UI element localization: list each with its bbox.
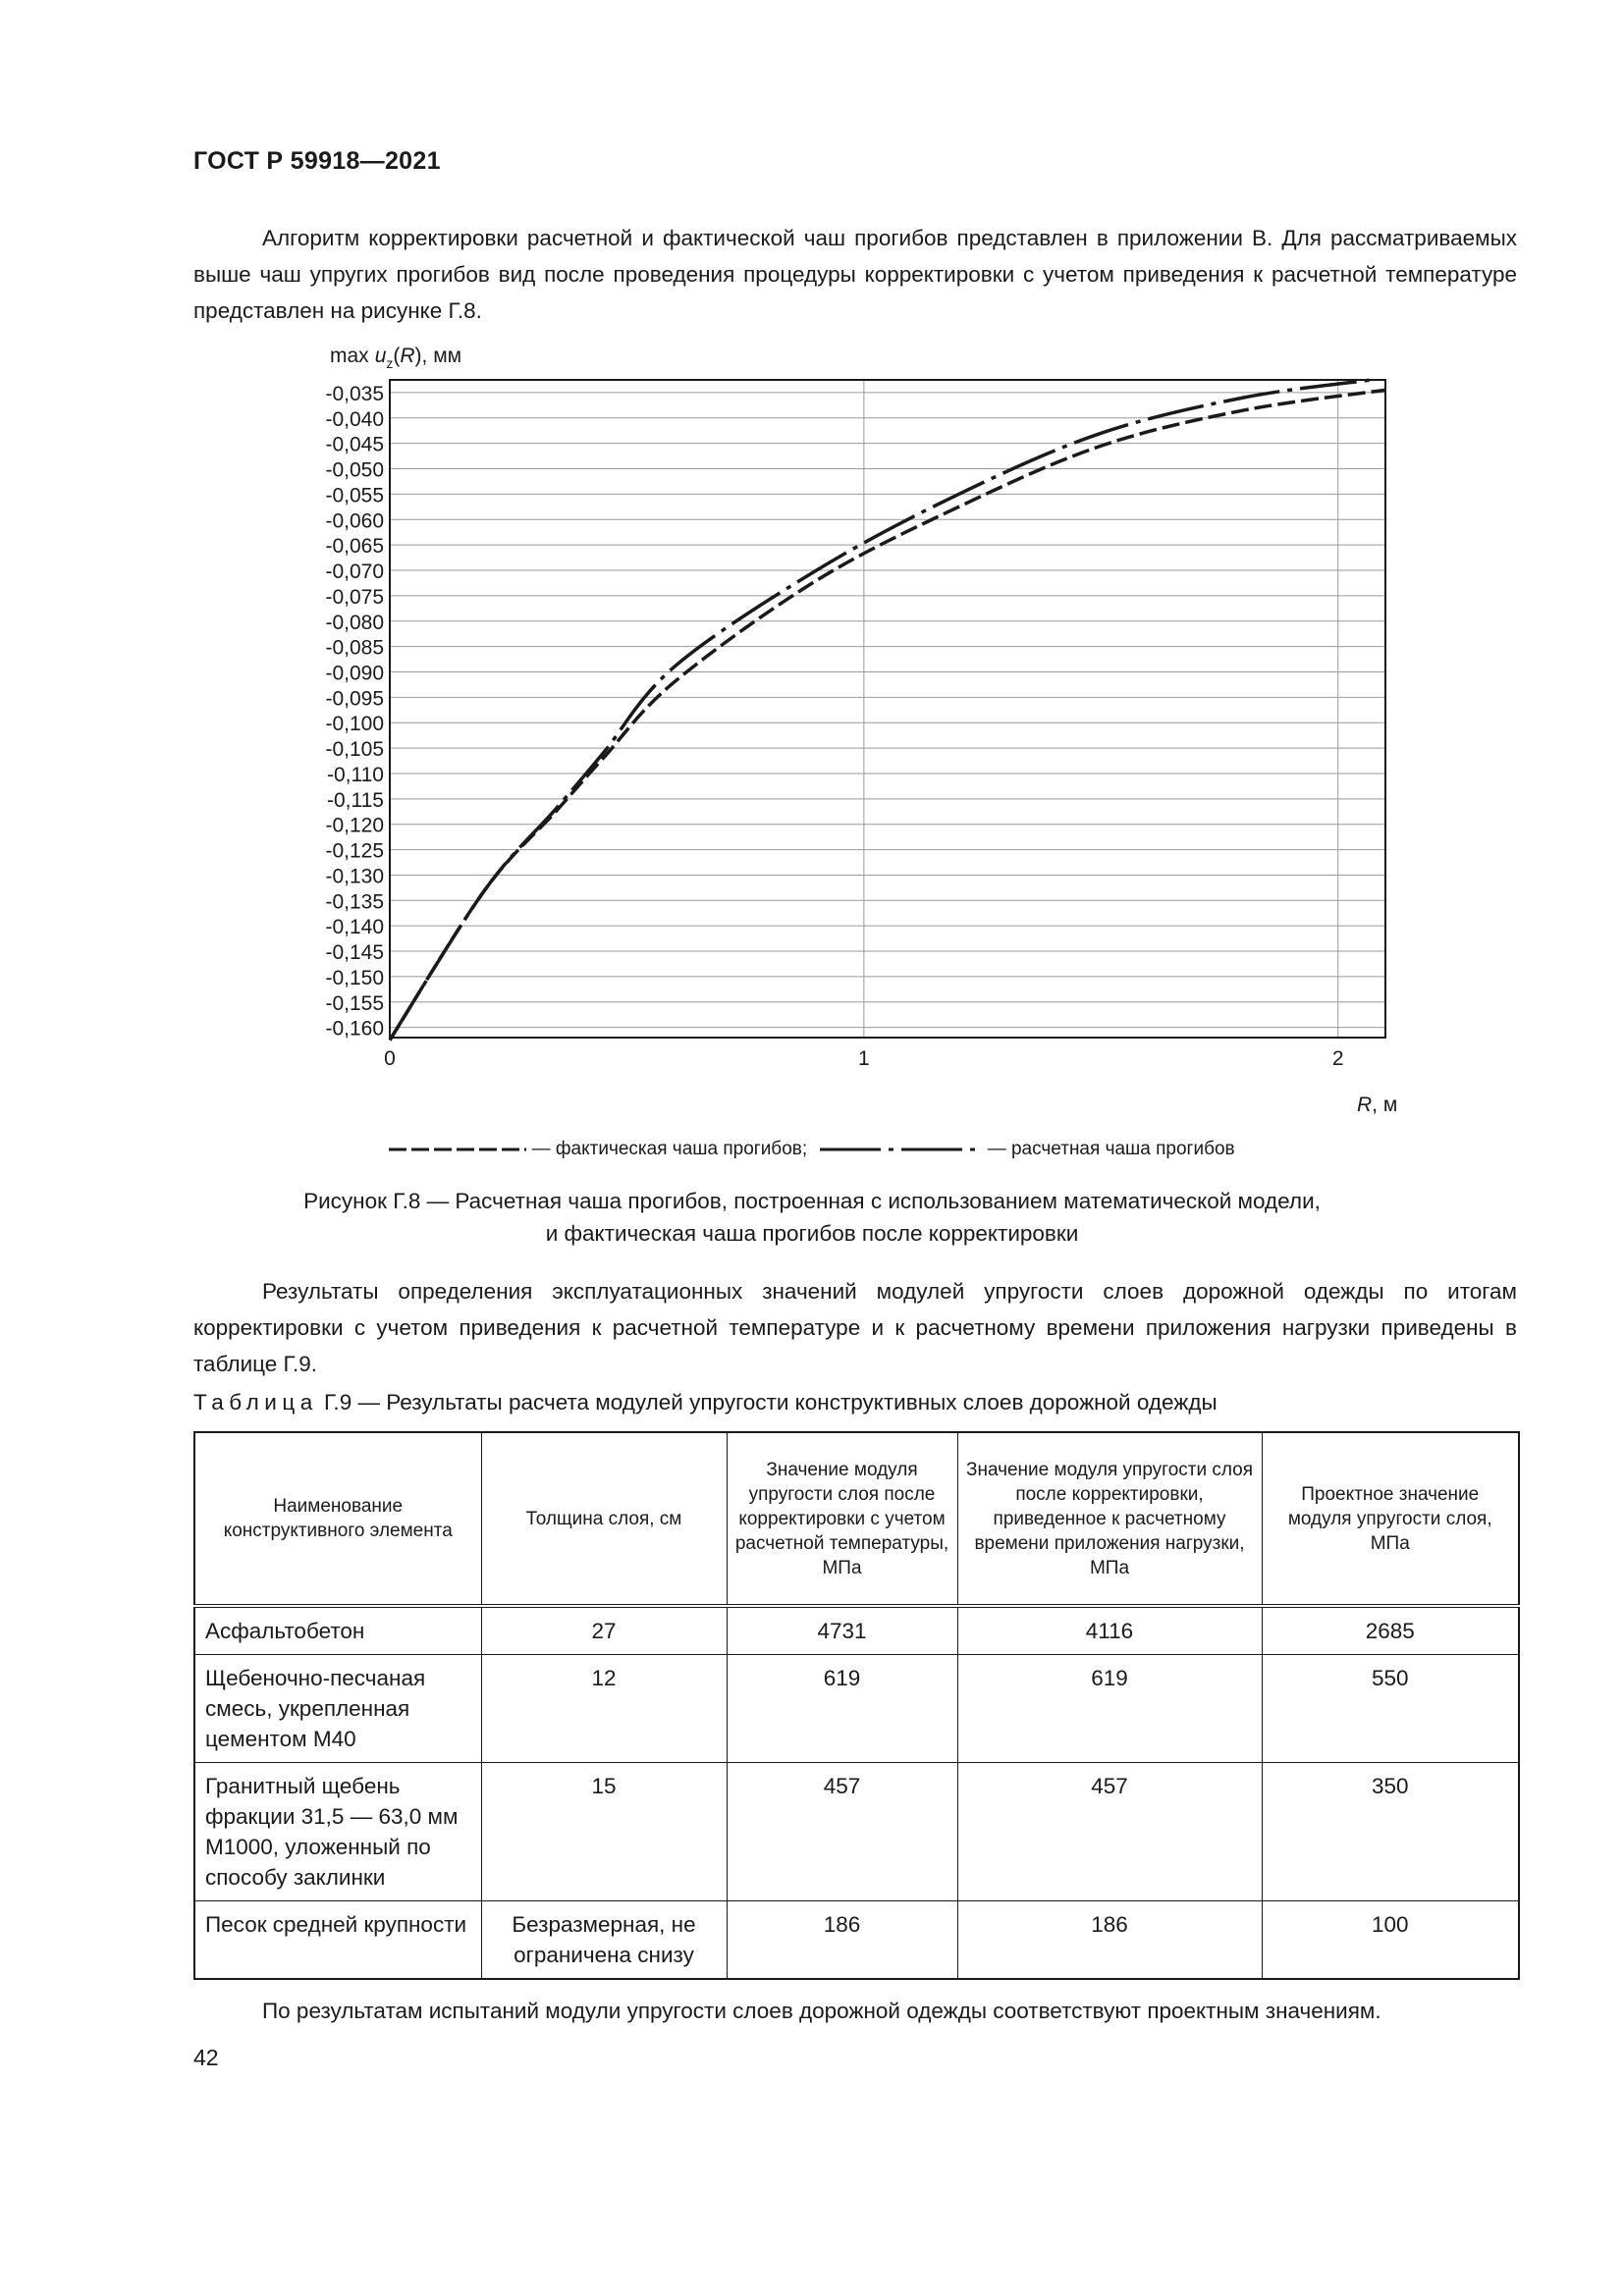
- y-tick-label: -0,095: [325, 687, 384, 711]
- cell-element-name: Гранитный щебень фракции 31,5 — 63,0 мм М1000, уложенный по способу заклинки: [194, 1763, 481, 1901]
- results-paragraph: [193, 1273, 1517, 1382]
- table-header-row: [194, 1432, 1519, 1606]
- header-element-name: Наименование конструктивного элемента: [194, 1432, 481, 1606]
- cell-modulus-load-time: 619: [957, 1655, 1262, 1763]
- legend-dashed-line: [389, 1146, 526, 1153]
- cell-element-name: Щебеночно-песчаная смесь, укрепленная цементом М40: [194, 1655, 481, 1763]
- y-tick-label: -0,050: [325, 458, 384, 482]
- y-tick-label: -0,035: [325, 382, 384, 405]
- legend-actual-label: — фактическая чаша прогибов;: [531, 1139, 808, 1159]
- y-tick-label: -0,055: [325, 484, 384, 507]
- y-tick-label: -0,140: [325, 916, 384, 939]
- y-tick-label: -0,125: [325, 839, 384, 863]
- cell-element-name: Асфальтобетон: [194, 1606, 481, 1655]
- header-thickness: Толщина слоя, см: [481, 1432, 727, 1606]
- figure-caption-line1: Рисунок Г.8 — Расчетная чаша прогибов, построенная с использованием математической модели,: [303, 1189, 1321, 1213]
- legend-dashdot-line: [820, 1146, 982, 1153]
- chart-legend: [0, 1139, 1624, 1160]
- conclusion-paragraph-text: По результатам испытаний модули упругости слоев дорожной одежды соответствуют проектным значениям.: [262, 1999, 1381, 2023]
- y-tick-label: -0,150: [325, 966, 384, 989]
- results-paragraph-text: Результаты определения эксплуатационных значений модулей упругости слоев дорожной одежды по итогам корректировки с учетом приведения к расчетной температуре и к расчетному времени приложения нагрузки приведены в таблице Г.9.: [193, 1279, 1517, 1376]
- intro-paragraph-text: Алгоритм корректировки расчетной и фактической чаш прогибов представлен в приложении В. Для рассматриваемых выше чаш упругих прогибов вид после проведения процедуры корректировки с учетом приведения к расчетной температуре представлен на рисунке Г.8.: [193, 226, 1517, 323]
- x-tick-labels: [384, 1047, 1343, 1070]
- table-row: [194, 1606, 1519, 1655]
- cell-thickness: 12: [481, 1655, 727, 1763]
- x-tick-label: 2: [1331, 1047, 1344, 1070]
- y-tick-label: -0,145: [325, 941, 384, 965]
- table-caption-word: Таблица: [193, 1390, 318, 1415]
- y-tick-label: -0,060: [325, 509, 384, 533]
- cell-modulus-temperature: 186: [727, 1901, 957, 1980]
- chart-grid: [390, 380, 1385, 1038]
- y-axis-label: $\max u_z(R)$, мм: [330, 345, 462, 371]
- cell-thickness: 15: [481, 1763, 727, 1901]
- cell-thickness: Безразмерная, не ограничена снизу: [481, 1901, 727, 1980]
- series-line-calculated: [390, 380, 1372, 1041]
- y-tick-label: -0,100: [325, 713, 384, 736]
- header-modulus-load-time: Значение модуля упругости слоя после корректировки, приведенное к расчетному времени приложения нагрузки, МПа: [957, 1432, 1262, 1606]
- y-tick-label: -0,130: [325, 865, 384, 888]
- x-tick-label: 1: [858, 1047, 870, 1070]
- intro-paragraph: [193, 220, 1517, 329]
- page-number: 42: [193, 2045, 219, 2070]
- chart-series: [390, 380, 1385, 1041]
- cell-modulus-load-time: 186: [957, 1901, 1262, 1980]
- y-tick-label: -0,090: [325, 662, 384, 685]
- series-line-actual: [390, 390, 1385, 1040]
- cell-modulus-load-time: 4116: [957, 1606, 1262, 1655]
- y-tick-label: -0,045: [325, 433, 384, 456]
- y-tick-label: -0,080: [325, 611, 384, 634]
- y-tick-label: -0,085: [325, 636, 384, 660]
- cell-modulus-load-time: 457: [957, 1763, 1262, 1901]
- table-caption-text: Г.9 — Результаты расчета модулей упругости конструктивных слоев дорожной одежды: [324, 1390, 1218, 1415]
- y-tick-label: -0,160: [325, 1017, 384, 1041]
- document-header: ГОСТ Р 59918—2021: [193, 147, 441, 175]
- cell-modulus-temperature: 457: [727, 1763, 957, 1901]
- y-tick-labels: [325, 383, 384, 1041]
- cell-thickness: 27: [481, 1606, 727, 1655]
- legend-calc-label: — расчетная чаша прогибов: [987, 1139, 1235, 1159]
- cell-design-modulus: 350: [1262, 1763, 1519, 1901]
- plot-frame: [390, 380, 1385, 1038]
- y-tick-label: -0,040: [325, 407, 384, 431]
- header-design-modulus: Проектное значение модуля упругости слоя, МПа: [1262, 1432, 1519, 1606]
- y-tick-label: -0,105: [325, 738, 384, 762]
- table-caption: [193, 1390, 1218, 1415]
- table-row: [194, 1901, 1519, 1980]
- x-tick-label: 0: [384, 1047, 396, 1070]
- moduli-table: [193, 1431, 1520, 1980]
- cell-modulus-temperature: 619: [727, 1655, 957, 1763]
- table-row: [194, 1655, 1519, 1763]
- figure-caption: [0, 1185, 1624, 1250]
- cell-design-modulus: 2685: [1262, 1606, 1519, 1655]
- table-row: [194, 1763, 1519, 1901]
- figure-caption-line2: и фактическая чаша прогибов после корректировки: [545, 1221, 1079, 1246]
- conclusion-paragraph: [193, 1993, 1517, 2029]
- y-tick-label: -0,120: [325, 814, 384, 837]
- y-tick-label: -0,155: [325, 991, 384, 1015]
- y-tick-label: -0,065: [325, 535, 384, 559]
- cell-element-name: Песок средней крупности: [194, 1901, 481, 1980]
- y-tick-label: -0,115: [327, 788, 384, 812]
- x-axis-label: R, м: [1357, 1094, 1398, 1114]
- deflection-chart: [295, 339, 1404, 1114]
- y-tick-label: -0,110: [327, 763, 384, 786]
- cell-design-modulus: 100: [1262, 1901, 1519, 1980]
- cell-modulus-temperature: 4731: [727, 1606, 957, 1655]
- y-tick-label: -0,075: [325, 585, 384, 609]
- y-tick-label: -0,070: [325, 561, 384, 584]
- cell-design-modulus: 550: [1262, 1655, 1519, 1763]
- header-modulus-temperature: Значение модуля упругости слоя после корректировки с учетом расчетной температуры, МПа: [727, 1432, 957, 1606]
- y-tick-label: -0,135: [325, 890, 384, 914]
